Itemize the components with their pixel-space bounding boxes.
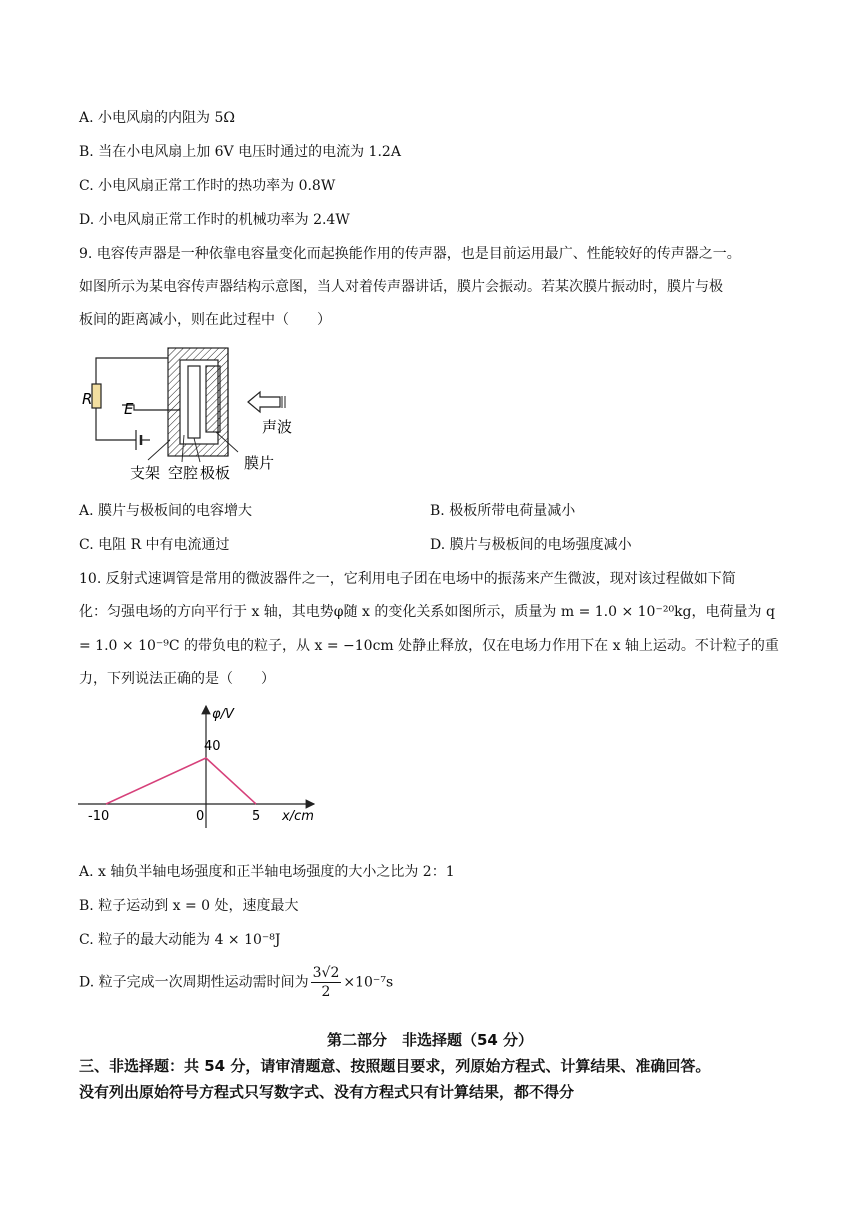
part2-instruction-line2: 没有列出原始符号方程式只写数字式、没有方程式只有计算结果，都不得分: [79, 1083, 575, 1101]
label-e: E: [124, 400, 134, 418]
fraction-numerator: 3√2: [312, 965, 340, 981]
label-cavity: 空腔: [168, 464, 199, 482]
q9-option-a: A. 膜片与极板间的电容增大: [79, 503, 253, 519]
q9-option-c: C. 电阻 R 中有电流通过: [79, 537, 230, 553]
y-axis-label: φ/V: [212, 707, 234, 722]
q9-option-b: B. 极板所带电荷量减小: [430, 503, 576, 519]
q8-option-b: B. 当在小电风扇上加 6V 电压时通过的电流为 1.2A: [79, 144, 401, 160]
label-membrane: 膜片: [244, 454, 275, 472]
fraction: [311, 964, 342, 1001]
q8-option-d: D. 小电风扇正常工作时的机械功率为 2.4W: [79, 212, 350, 228]
q10-option-d-prefix: D. 粒子完成一次周期性运动需时间为: [79, 974, 309, 991]
q10-stem-line1: 10. 反射式速调管是常用的微波器件之一，它利用电子团在电场中的振荡来产生微波，现对该过程做如下简: [79, 571, 736, 587]
potential-chart: [78, 700, 328, 830]
part2-heading: 第二部分 非选择题（54 分）: [326, 1031, 534, 1049]
q10-option-b: B. 粒子运动到 x = 0 处，速度最大: [79, 898, 299, 914]
q9-stem-line3: 板间的距离减小，则在此过程中（ ）: [79, 312, 331, 328]
q9-option-d: D. 膜片与极板间的电场强度减小: [430, 537, 632, 553]
label-r: R: [82, 390, 93, 408]
label-plate: 极板: [200, 464, 231, 482]
membrane: [206, 366, 220, 432]
q10-stem-line4: 力，下列说法正确的是（ ）: [79, 671, 275, 687]
part2-instruction-line1: 三、非选择题：共 54 分，请审清题意、按照题目要求，列原始方程式、计算结果、准确回答。: [79, 1057, 711, 1075]
q10-stem-line2: 化：匀强电场的方向平行于 x 轴，其电势φ随 x 的变化关系如图所示，质量为 m = 1.0 × 10⁻²⁰kg，电荷量为 q: [79, 604, 775, 620]
plate: [188, 366, 200, 438]
tick-label-y-peak: 40: [204, 739, 221, 754]
q9-stem-line2: 如图所示为某电容传声器结构示意图，当人对着传声器讲话，膜片会振动。若某次膜片振动时，膜片与极: [79, 279, 723, 295]
tick-label-origin: 0: [196, 809, 205, 824]
q10-stem-line3: = 1.0 × 10⁻⁹C 的带负电的粒子，从 x = −10cm 处静止释放，仅在电场力作用下在 x 轴上运动。不计粒子的重: [79, 638, 779, 654]
tick-label-x-pos: 5: [252, 809, 261, 824]
q8-option-c: C. 小电风扇正常工作时的热功率为 0.8W: [79, 178, 336, 194]
q9-stem-line1: 9. 电容传声器是一种依靠电容量变化而起换能作用的传声器，也是目前运用最广、性能较好的传声器之一。: [79, 246, 741, 262]
q10-option-d-suffix: ×10⁻⁷s: [343, 974, 394, 991]
label-sound-wave: 声波: [262, 418, 293, 436]
q10-option-a: A. x 轴负半轴电场强度和正半轴电场强度的大小之比为 2：1: [79, 864, 455, 880]
q10-option-c: C. 粒子的最大动能为 4 × 10⁻⁸J: [79, 932, 281, 948]
q10-option-d: [79, 964, 393, 1001]
x-axis-label: x/cm: [282, 809, 314, 824]
potential-line: [106, 758, 256, 804]
fraction-denominator: 2: [321, 984, 331, 1000]
resistor: [92, 384, 101, 408]
q8-option-a: A. 小电风扇的内阻为 5Ω: [79, 110, 235, 126]
tick-label-x-neg: -10: [88, 809, 110, 824]
capacitor-microphone-diagram: [78, 340, 318, 490]
sound-wave-arrow: [248, 392, 280, 412]
label-bracket: 支架: [130, 464, 161, 482]
